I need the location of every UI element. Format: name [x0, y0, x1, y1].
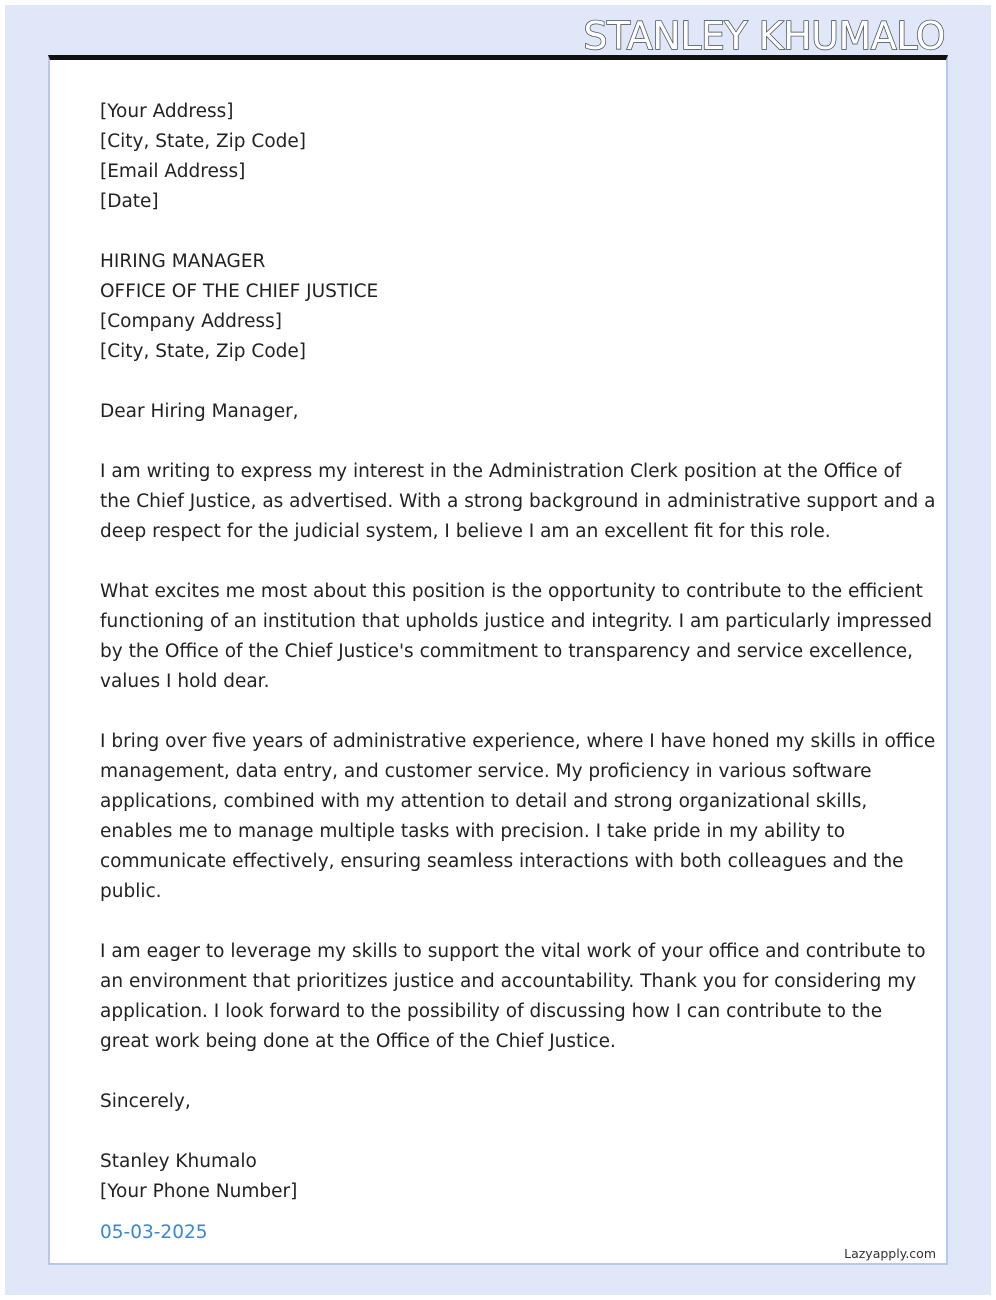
sender-date: [Date]	[100, 191, 159, 212]
paragraph-line: the Chief Justice, as advertised. With a strong background in administrative support and a	[100, 491, 936, 512]
paragraph-line: enables me to manage multiple tasks with precision. I take pride in my ability to	[100, 821, 846, 842]
paragraph-line: application. I look forward to the possibility of discussing how I can contribute to the	[100, 1001, 883, 1022]
paragraph-line: What excites me most about this position is the opportunity to contribute to the efficient	[100, 581, 923, 602]
recipient-company: OFFICE OF THE CHIEF JUSTICE	[100, 281, 379, 302]
sender-address: [Your Address]	[100, 101, 234, 122]
header-name: STANLEY KHUMALO	[583, 14, 945, 58]
sender-email: [Email Address]	[100, 161, 246, 182]
brand-watermark: Lazyapply.com	[844, 1246, 936, 1261]
paragraph-line: by the Office of the Chief Justice's commitment to transparency and service excellence,	[100, 641, 914, 662]
recipient-address: [Company Address]	[100, 311, 283, 332]
paragraph-line: great work being done at the Office of the Chief Justice.	[100, 1031, 616, 1052]
paragraph-line: deep respect for the judicial system, I believe I am an excellent fit for this role.	[100, 521, 831, 542]
paragraph-line: I bring over five years of administrative experience, where I have honed my skills in office	[100, 731, 936, 752]
paragraph-line: I am writing to express my interest in the Administration Clerk position at the Office of	[100, 461, 902, 482]
closing: Sincerely,	[100, 1091, 191, 1112]
paragraph-line: management, data entry, and customer service. My proficiency in various software	[100, 761, 872, 782]
paragraph-line: values I hold dear.	[100, 671, 270, 692]
paragraph-3	[100, 727, 936, 907]
letter-body	[100, 97, 936, 1207]
recipient-city: [City, State, Zip Code]	[100, 341, 306, 362]
paragraph-1	[100, 457, 936, 547]
paragraph-line: public.	[100, 881, 162, 902]
paragraph-2	[100, 577, 933, 697]
signature-name: Stanley Khumalo	[100, 1151, 257, 1172]
paragraph-line: communicate effectively, ensuring seamless interactions with both colleagues and the	[100, 851, 904, 872]
paragraph-line: an environment that prioritizes justice and accountability. Thank you for considering my	[100, 971, 917, 992]
paragraph-4	[100, 937, 926, 1057]
recipient-title: HIRING MANAGER	[100, 251, 266, 272]
salutation: Dear Hiring Manager,	[100, 401, 299, 422]
sender-city: [City, State, Zip Code]	[100, 131, 306, 152]
sender-block	[100, 97, 900, 217]
paragraph-line: I am eager to leverage my skills to support the vital work of your office and contribute to	[100, 941, 926, 962]
paragraph-line: functioning of an institution that upholds justice and integrity. I am particularly impressed	[100, 611, 933, 632]
recipient-block	[100, 247, 900, 367]
paragraph-line: applications, combined with my attention to detail and strong organizational skills,	[100, 791, 868, 812]
signature-phone: [Your Phone Number]	[100, 1181, 298, 1202]
footer-date: 05-03-2025	[100, 1222, 208, 1243]
